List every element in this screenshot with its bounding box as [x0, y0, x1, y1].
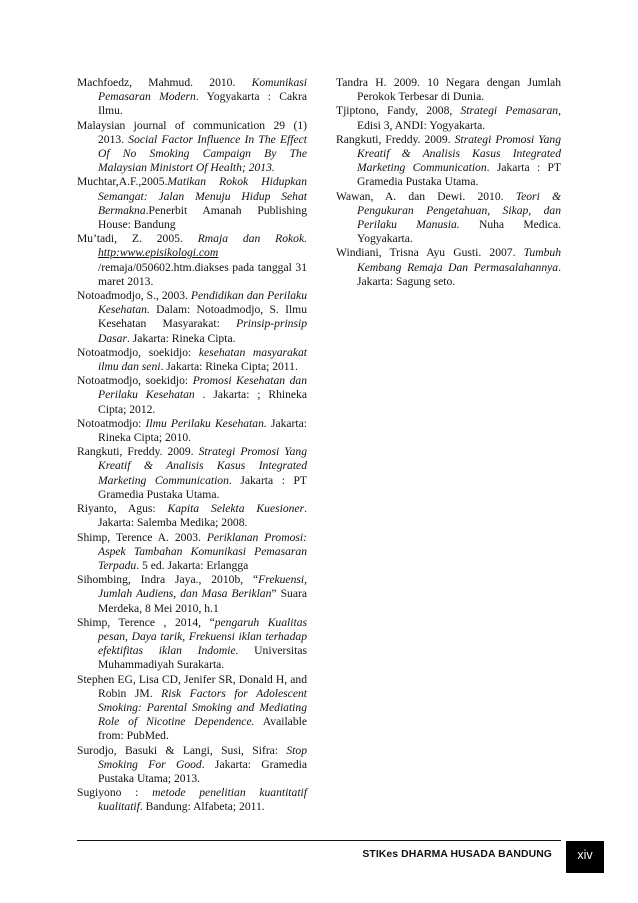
reference-text: Strategi Pemasaran — [460, 104, 559, 118]
reference-text: Available from: PubMed. — [98, 715, 307, 743]
reference-text: Muchtar,A.F.,2005. — [77, 175, 168, 189]
reference-text: . Jakarta: Salemba Medika; 2008. — [98, 502, 307, 530]
reference-text: metode penelitian kuantitatif kualitatif — [98, 786, 307, 814]
reference-text: . Jakarta: Gramedia Pustaka Utama; 2013. — [98, 757, 307, 785]
footer-divider — [77, 840, 561, 841]
reference-text: Rangkuti, Freddy. 2009. — [77, 445, 199, 459]
reference-text: Malaysian journal of communication 29 (1) 2013. — [77, 118, 307, 146]
reference-text: . Jakarta: ; Rhineka Cipta; 2012. — [98, 388, 307, 416]
reference-text: Sihombing, Indra Jaya., 2010b, “ — [77, 573, 259, 587]
reference-entry — [77, 502, 307, 530]
reference-text: Matikan Rokok Hidupkan Semangat: Jalan Menuju Hidup Sehat Bermakna — [98, 175, 307, 217]
reference-text: Rmaja dan Rokok. — [197, 232, 307, 246]
reference-text: Rangkuti, Freddy. 2009. — [336, 132, 455, 146]
reference-text: . 5 ed. Jakarta: Erlangga — [136, 558, 249, 572]
reference-text: Promosi Kesehatan dan Perilaku Kesehatan — [98, 374, 308, 402]
reference-text: Mu’tadi, Z. 2005. — [77, 232, 198, 246]
reference-text: pengaruh Kualitas pesan, Daya tarik, Frekuensi iklan terhadap efektifitas iklan Indomie. — [98, 615, 307, 658]
reference-text: Dalam: Notoadmodjo, S. Ilmu Kesehatan Masyarakat: — [98, 303, 307, 331]
reference-text: Frekuensi, Jumlah Audiens, dan Masa Beriklan — [98, 573, 307, 601]
reference-text: Tumbuh Kembang Remaja Dan Permasalahannya — [357, 246, 561, 274]
reference-text: Notoadmodjo, S., 2003. — [77, 289, 191, 303]
reference-text: Pendidikan dan Perilaku Kesehatan. — [98, 289, 307, 317]
footer-institution: STIKes DHARMA HUSADA BANDUNG — [362, 849, 552, 860]
reference-text: .Penerbit Amanah Publishing House: Bandung — [98, 203, 307, 232]
reference-text: Periklanan Promosi: Aspek Tambahan Komunikasi Pemasaran Terpadu — [98, 530, 307, 572]
reference-entry — [77, 374, 307, 417]
reference-entry — [336, 133, 561, 190]
reference-entry — [77, 289, 307, 346]
reference-entry — [77, 346, 307, 374]
reference-entry — [77, 573, 307, 616]
reference-text: Tjiptono, Fandy, 2008, — [336, 104, 461, 118]
reference-text: Nuha Medica. Yogyakarta. — [357, 218, 561, 246]
reference-text: . Jakarta : PT Gramedia Pustaka Utama. — [357, 161, 561, 189]
reference-text: Jakarta: Rineka Cipta; 2010. — [98, 416, 307, 445]
reference-list-left — [77, 76, 307, 815]
reference-text: Tandra H. 2009. 10 Negara dengan Jumlah Perokok Terbesar di Dunia. — [336, 76, 561, 104]
reference-text: Kapita Selekta Kuesioner — [167, 502, 305, 516]
reference-entry — [77, 417, 307, 445]
reference-entry — [336, 246, 561, 289]
reference-text: Strategi Promosi Yang Kreatif & Analisis Kasus Integrated Marketing Communication — [357, 132, 561, 175]
reference-text: /remaja/050602.htm.diakses pada tanggal 31 maret 2013. — [98, 260, 307, 288]
reference-text: ” Suara Merdeka, 8 Mei 2010, h.1 — [98, 587, 307, 615]
reference-entry — [77, 175, 307, 232]
reference-text: Stephen EG, Lisa CD, Jenifer SR, Donald H, and Robin JM. — [77, 672, 307, 700]
reference-text: Universitas Muhammadiyah Surakarta. — [98, 644, 307, 672]
reference-text: Wawan, A. dan Dewi. 2010. — [336, 189, 516, 203]
reference-entry — [77, 616, 307, 673]
reference-text: Surodjo, Basuki & Langi, Susi, Sifra: — [77, 743, 287, 757]
reference-text: Teori & Pengukuran Pengetahuan, Sikap, dan Perilaku Manusia. — [357, 189, 561, 232]
reference-text: . Jakarta : PT Gramedia Pustaka Utama. — [98, 473, 307, 501]
reference-text: , Edisi 3, ANDI: Yogyakarta. — [357, 104, 561, 132]
reference-text: Ilmu Perilaku Kesehatan. — [145, 416, 267, 430]
reference-text: Stop Smoking For Good — [98, 743, 307, 771]
reference-text: Shimp, Terence , 2014, “ — [77, 615, 215, 629]
reference-entry — [77, 119, 307, 176]
reference-entry — [336, 104, 561, 132]
reference-text: Social Factor Influence In The Effect Of No Smoking Campaign By The Malaysian Ministort Of Health; 2013. — [98, 132, 307, 175]
reference-list-right — [336, 76, 561, 289]
reference-entry — [77, 673, 307, 744]
reference-text: Strategi Promosi Yang Kreatif & Analisis Kasus Integrated Marketing Communication — [98, 445, 307, 487]
reference-entry — [77, 445, 307, 502]
reference-link[interactable]: http:www.episikologi.com — [98, 246, 219, 260]
reference-text: Notoatmodjo, soekidjo: — [77, 374, 193, 388]
reference-text: Riyanto, Agus: — [77, 502, 168, 516]
reference-text: . Bandung: Alfabeta; 2011. — [139, 800, 265, 814]
page-number-badge — [566, 841, 604, 873]
reference-text: Shimp, Terence A. 2003. — [77, 530, 207, 544]
reference-entry — [77, 744, 307, 787]
reference-entry — [77, 232, 307, 289]
reference-entry — [336, 190, 561, 247]
page-number: xiv — [577, 848, 593, 862]
reference-text: kesehatan masyarakat ilmu dan seni — [98, 345, 307, 374]
reference-text: . Yogyakarta : Cakra Ilmu. — [98, 90, 307, 118]
reference-text: . Jakarta: Sagung seto. — [357, 260, 561, 288]
reference-entry — [336, 76, 561, 104]
reference-text: Notoatmodjo: — [77, 416, 146, 430]
reference-text: . Jakarta: Rineka Cipta; 2011. — [160, 360, 298, 374]
reference-text: Sugiyono : — [77, 786, 153, 800]
reference-text: Windiani, Trisna Ayu Gusti. 2007. — [336, 246, 524, 260]
reference-entry — [77, 76, 307, 119]
reference-text: Risk Factors for Adolescent Smoking: Parental Smoking and Mediating Role of Nicotine Dependence. — [98, 686, 307, 729]
reference-text: . Jakarta: Rineka Cipta. — [127, 331, 236, 345]
reference-entry — [77, 786, 307, 814]
reference-text: Prinsip-prinsip Dasar — [98, 317, 307, 345]
reference-entry — [77, 531, 307, 574]
reference-text: Komunikasi Pemasaran Modern — [98, 76, 307, 104]
reference-text: Notoatmodjo, soekidjo: — [77, 345, 199, 359]
reference-text: Machfoedz, Mahmud. 2010. — [77, 76, 252, 89]
